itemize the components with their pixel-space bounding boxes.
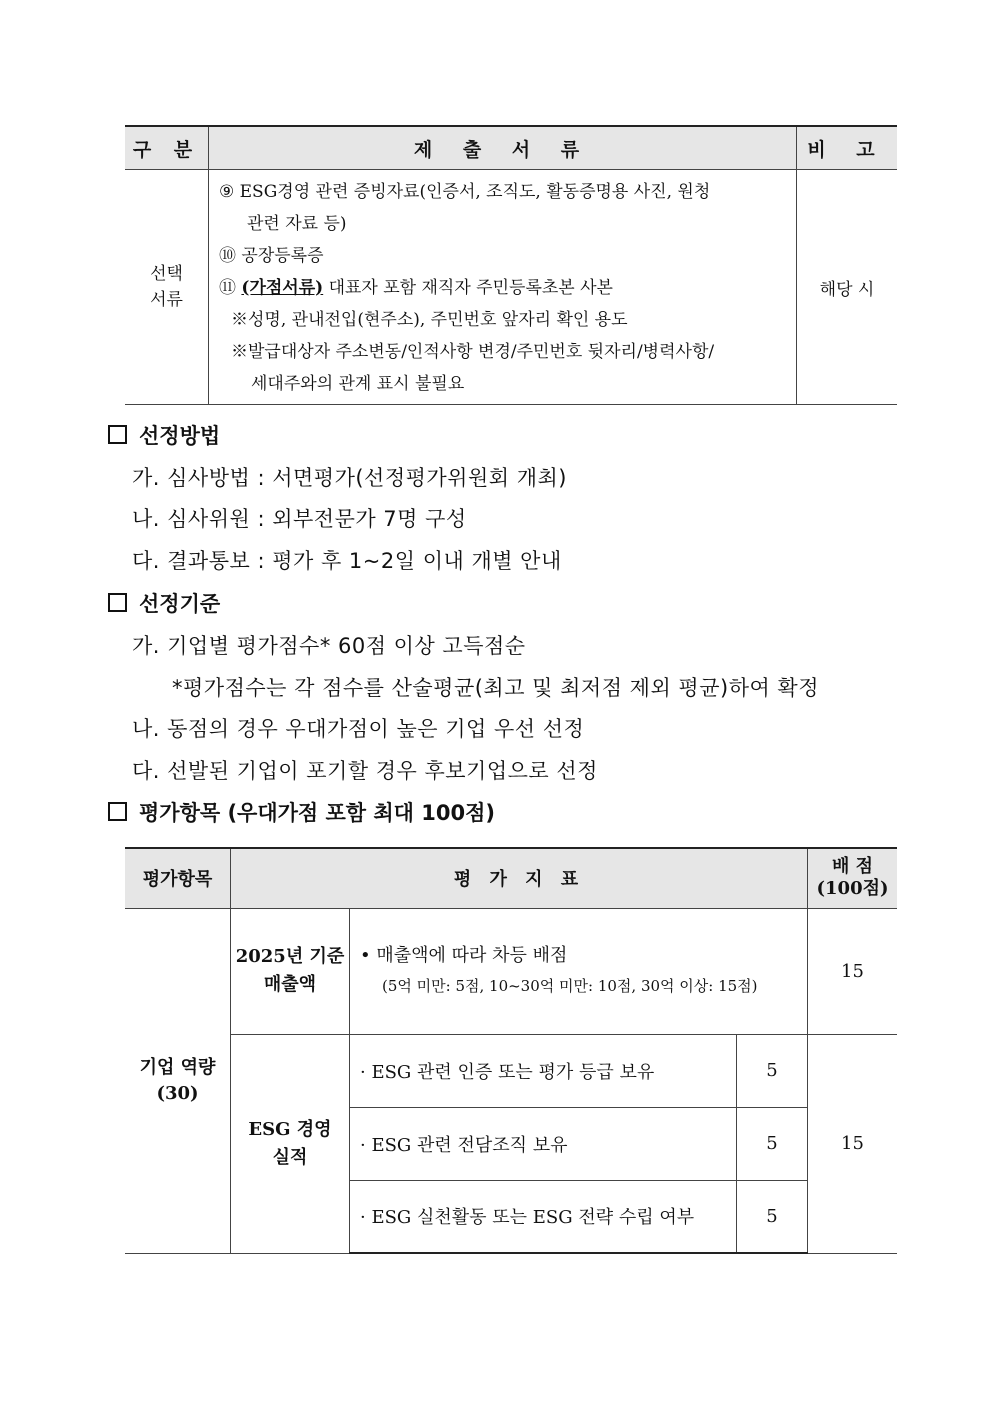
doc-note-2: ※발급대상자 주소변동/인적사항 변경/주민번호 뒷자리/병력사항/ xyxy=(231,342,715,362)
header-category: 구 분 xyxy=(125,126,209,170)
category-business-capacity xyxy=(125,908,231,1253)
category-line-2: 서류 xyxy=(150,290,183,310)
category-line-1: 기업 역량 xyxy=(139,1056,216,1078)
revenue-score: 15 xyxy=(808,908,898,1034)
checkbox-square-icon xyxy=(108,593,127,612)
doc-note-1: ※성명, 관내전입(현주소), 주민번호 앞자리 확인 용도 xyxy=(231,310,628,330)
esg-label xyxy=(231,1034,350,1253)
note-cell: 해당 시 xyxy=(797,170,898,405)
section-evaluation-items xyxy=(108,797,495,827)
criteria-item-2: 나. 동점의 경우 우대가점이 높은 기업 우선 선정 xyxy=(132,717,585,741)
docs-cell xyxy=(209,170,797,405)
header-score-line-2: (100점) xyxy=(816,878,889,900)
esg-label-line-2: 실적 xyxy=(272,1146,308,1168)
category-cell xyxy=(125,170,209,405)
header-note: 비 고 xyxy=(797,126,898,170)
section-title: 선정기준 xyxy=(139,592,221,616)
esg-item-3-desc: · ESG 실천활동 또는 ESG 전략 수립 여부 xyxy=(350,1180,737,1253)
criteria-item-1: 가. 기업별 평가점수* 60점 이상 고득점순 xyxy=(132,634,526,658)
revenue-label-line-2: 매출액 xyxy=(263,974,317,995)
section-selection-criteria xyxy=(108,588,220,618)
doc-note-2-cont: 세대주와의 관계 표시 불필요 xyxy=(251,374,465,394)
category-line-1: 선택 xyxy=(150,264,183,284)
revenue-label-line-1: 2025년 기준 xyxy=(235,946,345,967)
revenue-desc: • 매출액에 따라 차등 배점 xyxy=(360,945,568,966)
revenue-detail: (5억 미만: 5점, 10~30억 미만: 10점, 30억 이상: 15점) xyxy=(382,977,758,995)
evaluation-table xyxy=(125,847,897,1254)
checkbox-square-icon xyxy=(108,802,127,821)
bonus-docs-label: (가점서류) xyxy=(241,278,324,298)
method-item-3: 다. 결과통보 : 평가 후 1~2일 이내 개별 안내 xyxy=(132,549,562,573)
category-line-2: (30) xyxy=(156,1082,199,1104)
header-score xyxy=(808,848,898,908)
section-title: 평가항목 (우대가점 포함 최대 100점) xyxy=(139,801,495,825)
doc-item-9: ⑨ ESG경영 관련 증빙자료(인증서, 조직도, 활동증명용 사진, 원청 xyxy=(219,182,711,202)
header-eval-item: 평가항목 xyxy=(125,848,231,908)
section-title: 선정방법 xyxy=(139,424,221,448)
method-item-2: 나. 심사위원 : 외부전문가 7명 구성 xyxy=(132,507,467,531)
checkbox-square-icon xyxy=(108,425,127,444)
esg-item-3-score: 5 xyxy=(737,1180,808,1253)
revenue-label xyxy=(231,908,350,1034)
esg-item-2-score: 5 xyxy=(737,1107,808,1180)
doc-item-11-num: ⑪ xyxy=(219,278,236,298)
esg-label-line-1: ESG 경영 xyxy=(248,1118,332,1140)
header-indicator: 평 가 지 표 xyxy=(231,848,808,908)
header-score-line-1: 배 점 xyxy=(831,856,874,878)
doc-item-10: ⑩ 공장등록증 xyxy=(219,246,324,266)
esg-total-score: 15 xyxy=(808,1034,898,1253)
criteria-footnote: *평가점수는 각 점수를 산술평균(최고 및 최저점 제외 평균)하여 확정 xyxy=(172,676,820,700)
doc-item-11 xyxy=(219,272,786,304)
esg-item-1-score: 5 xyxy=(737,1034,808,1107)
revenue-indicator xyxy=(350,908,808,1034)
submission-docs-table xyxy=(125,125,897,405)
method-item-1: 가. 심사방법 : 서면평가(선정평가위원회 개최) xyxy=(132,466,567,490)
section-selection-method xyxy=(108,420,220,450)
esg-item-2-desc: · ESG 관련 전담조직 보유 xyxy=(350,1107,737,1180)
criteria-item-3: 다. 선발된 기업이 포기할 경우 후보기업으로 선정 xyxy=(132,759,598,783)
doc-item-9-cont: 관련 자료 등) xyxy=(247,214,347,234)
doc-item-11-text: 대표자 포함 재직자 주민등록초본 사본 xyxy=(323,278,613,298)
header-docs: 제 출 서 류 xyxy=(209,126,797,170)
esg-item-1-desc: · ESG 관련 인증 또는 평가 등급 보유 xyxy=(350,1034,737,1107)
